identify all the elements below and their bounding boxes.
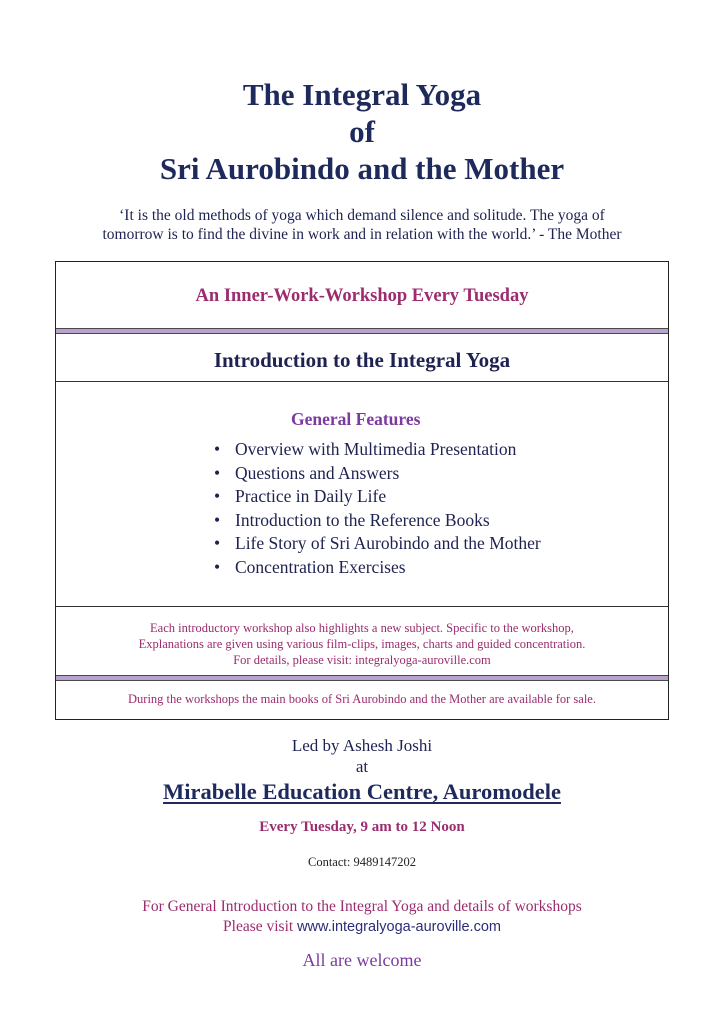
led-by: Led by Ashesh Joshi (291, 736, 433, 755)
feature-item: • Overview with Multimedia Presentation (214, 438, 541, 462)
separator-band (56, 675, 668, 681)
title-line-3: Sri Aurobindo and the Mother (159, 151, 565, 186)
divider (56, 381, 668, 382)
workshop-info (56, 620, 668, 668)
title-line-1: The Integral Yoga (242, 77, 482, 112)
page-title (0, 76, 724, 187)
quote-line-1: ‘It is the old methods of yoga which demand silence and solitude. The yoga of (119, 207, 605, 224)
general-line-1: For General Introduction to the Integral Yoga and details of workshops (142, 898, 582, 915)
presenter-info (0, 735, 724, 777)
title-line-2: of (349, 114, 375, 149)
feature-item: • Life Story of Sri Aurobindo and the Mother (214, 532, 541, 556)
schedule: Every Tuesday, 9 am to 12 Noon (259, 819, 465, 835)
features-section (214, 409, 541, 579)
divider (56, 606, 668, 607)
general-introduction (0, 897, 724, 937)
feature-item: • Practice in Daily Life (214, 485, 541, 509)
features-title: General Features (291, 409, 421, 429)
info-line-2: Explanations are given using various film-clips, images, charts and guided concentration. (138, 637, 586, 651)
venue-name: Mirabelle Education Centre, Auromodele (163, 779, 561, 804)
mother-quote (40, 206, 684, 244)
separator-band (56, 328, 668, 334)
features-list (214, 438, 541, 579)
feature-item: • Questions and Answers (214, 462, 541, 486)
intro-heading: Introduction to the Integral Yoga (213, 348, 511, 372)
general-line-2 (0, 917, 724, 937)
sale-note: During the workshops the main books of Sri Aurobindo and the Mother are available for sale. (128, 692, 596, 706)
workshop-box (55, 261, 669, 720)
website-link[interactable]: www.integralyoga-auroville.com (297, 919, 501, 935)
quote-line-2: tomorrow is to find the divine in work and in relation with the world.’ - The Mother (102, 226, 622, 243)
feature-item: • Introduction to the Reference Books (214, 509, 541, 533)
visit-prefix: Please visit (223, 918, 298, 935)
info-line-1: Each introductory workshop also highlights a new subject. Specific to the workshop, (150, 621, 574, 635)
at-label: at (355, 757, 369, 776)
contact-number: Contact: 9489147202 (308, 855, 416, 869)
workshop-heading: An Inner-Work-Workshop Every Tuesday (195, 286, 529, 306)
info-line-3: For details, please visit: integralyoga-auroville.com (233, 653, 491, 667)
venue (0, 779, 724, 805)
welcome-text: All are welcome (302, 950, 422, 970)
feature-item: • Concentration Exercises (214, 556, 541, 580)
